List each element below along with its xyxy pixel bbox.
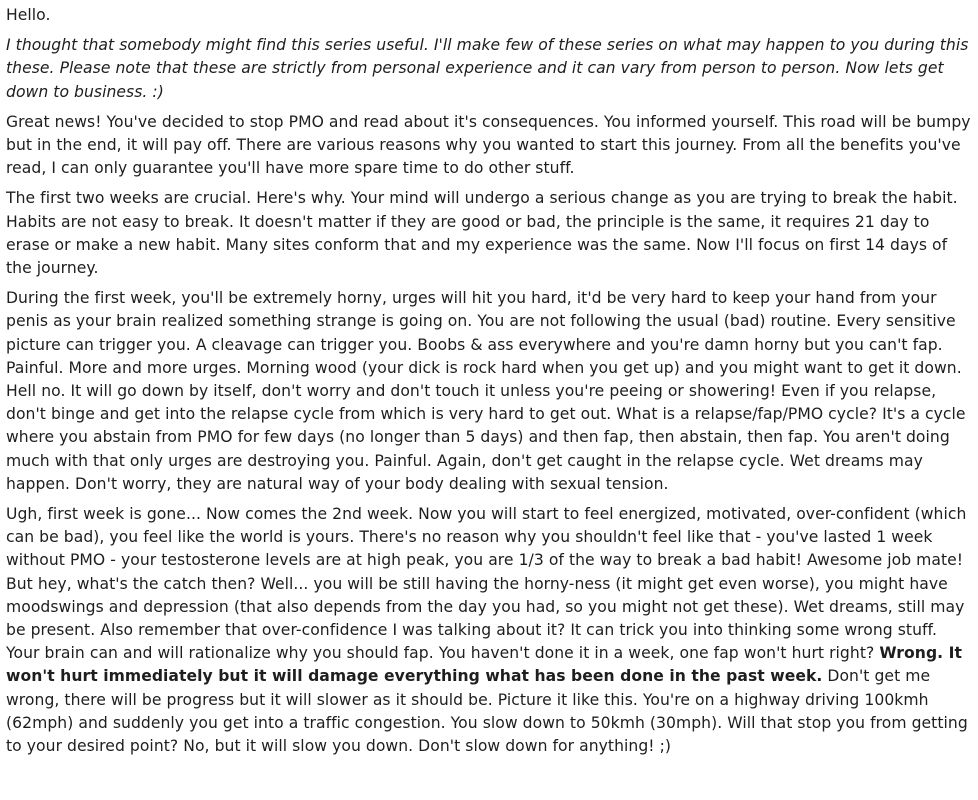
paragraph-first-week: During the first week, you'll be extremely horny, urges will hit you hard, it'd be very hard to keep your hand from your penis as your brain realized something strange is going on. You are not following the usual (bad) routine. Every sensitive picture can trigger you. A cleavage can trigger you. Boobs & ass everywhere and you're damn horny but you can't fap. Painful. More and more urges. Morning wood (your dick is rock hard when you get up) and you might want to get it down. Hell no. It will go down by itself, don't worry and don't touch it unless you're peeing or showering! Even if you relapse, don't binge and get into the relapse cycle from which is very hard to get out. What is a relapse/fap/PMO cycle? It's a cycle where you abstain from PMO for few days (no longer than 5 days) and then fap, then abstain, then fap. You aren't doing much with that only urges are destroying you. Painful. Again, don't get caught in the relapse cycle. Wet dreams may happen. Don't worry, they are natural way of your body dealing with sexual tension. [6,289,966,493]
paragraph-second-week-start: Ugh, first week is gone... Now comes the 2nd week. Now you will start to feel energized, motivated, over-confident (which can be bad), you feel like the world is yours. There's no reason why you shouldn't feel like that - you've lasted 1 week without PMO - your testosterone levels are at high peak, you are 1/3 of the way to break a bad habit! Awesome job mate! But hey, what's the catch then? Well... you will be still having the horny-ness (it might get even worse), you might have moodswings and depression (that also depends from the day you had, so you might not get these). Wet dreams, still may be present. Also remember that over-confidence I was talking about it? It can trick you into thinking some wrong stuff. Your brain can and will rationalize why you should fap. You haven't done it in a week, one fap won't hurt right? [6,505,967,663]
paragraph-first-two-weeks: The first two weeks are crucial. Here's why. Your mind will undergo a serious change as you are trying to break the habit. Habits are not easy to break. It doesn't matter if they are good or bad, the principle is the same, it requires 21 day to erase or make a new habit. Many sites conform that and my experience was the same. Now I'll focus on first 14 days of the journey. [6,189,958,278]
intro-paragraph: I thought that somebody might find this series useful. I'll make few of these series on what may happen to you during this these. Please note that these are strictly from personal experience and it can vary from person to person. Now lets get down to business. :) [6,36,969,101]
bold-warning-text: Wrong. It won't hurt immediately but it will damage everything what has been done in the past week. [6,644,962,686]
paragraph-great-news: Great news! You've decided to stop PMO and read about it's consequences. You informed yourself. This road will be bumpy but in the end, it will pay off. There are various reasons why you wanted to start this journey. From all the benefits you've read, I can only guarantee you'll have more spare time to do other stuff. [6,112,971,178]
paragraph-second-week-end: Don't get me wrong, there will be progress but it will slower as it should be. Picture it like this. You're on a highway driving 100kmh (62mph) and suddenly you get into a traffic congestion. You slow down to 50kmh (30mph). Will that stop you from getting to your desired point? No, but it will slow you down. Don't slow down for anything! ;) [6,667,968,756]
greeting-text: Hello. [6,6,51,24]
paragraph-second-week [6,503,972,758]
